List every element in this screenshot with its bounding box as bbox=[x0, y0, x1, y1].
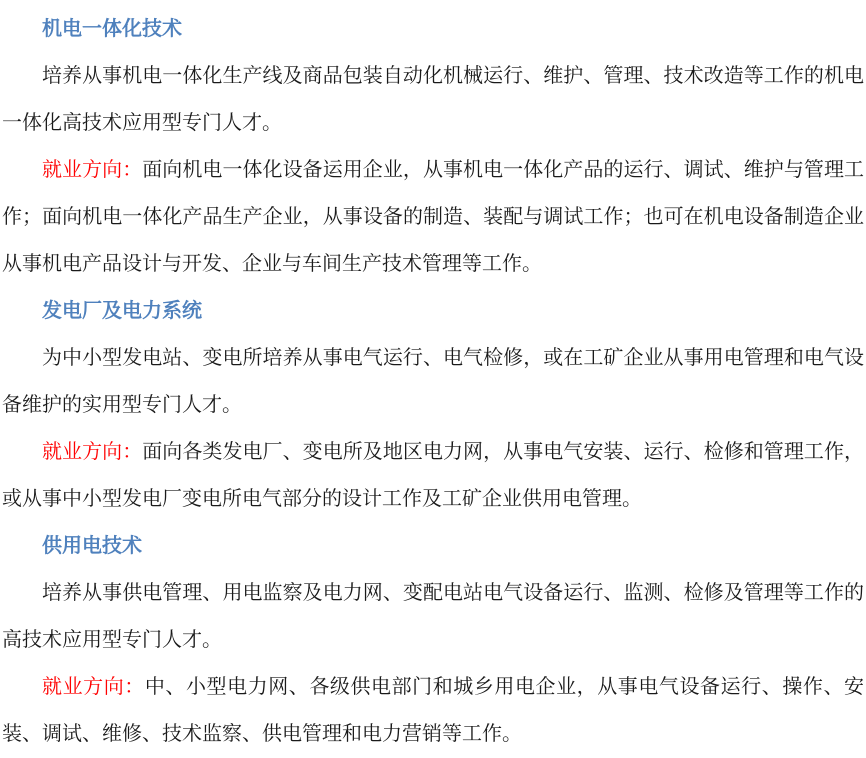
jobs-text: 面向各类发电厂、变电所及地区电力网，从事电气安装、运行、检修和管理工作，或从事中小型发电厂变电所电气部分的设计工作及工矿企业供用电管理。 bbox=[2, 441, 864, 510]
jobs-text: 中、小型电力网、各级供电部门和城乡用电企业，从事电气设备运行、操作、安装、调试、维修、技术监察、供电管理和电力营销等工作。 bbox=[2, 676, 865, 745]
section-title: 机电一体化技术 bbox=[42, 18, 182, 40]
jobs-label: 就业方向： bbox=[42, 676, 145, 698]
section-power-supply bbox=[2, 523, 864, 758]
section-mechatronics bbox=[2, 6, 864, 288]
jobs-paragraph bbox=[2, 147, 864, 288]
section-intro-text: 培养从事供电管理、用电监察及电力网、变配电站电气设备运行、监测、检修及管理等工作的高技术应用型专门人才。 bbox=[2, 582, 864, 651]
document-body bbox=[2, 6, 864, 758]
section-power-plant bbox=[2, 288, 864, 523]
jobs-paragraph bbox=[2, 664, 864, 758]
section-intro-text: 为中小型发电站、变电所培养从事电气运行、电气检修，或在工矿企业从事用电管理和电气设备维护的实用型专门人才。 bbox=[2, 347, 864, 416]
jobs-paragraph bbox=[2, 429, 864, 523]
section-intro-paragraph bbox=[2, 53, 864, 147]
section-title: 发电厂及电力系统 bbox=[42, 300, 202, 322]
section-intro-paragraph bbox=[2, 335, 864, 429]
jobs-text: 面向机电一体化设备运用企业，从事机电一体化产品的运行、调试、维护与管理工作；面向机电一体化产品生产企业，从事设备的制造、装配与调试工作；也可在机电设备制造企业从事机电产品设计与开发、企业与车间生产技术管理等工作。 bbox=[2, 159, 864, 275]
section-intro-paragraph bbox=[2, 570, 864, 664]
section-intro-text: 培养从事机电一体化生产线及商品包装自动化机械运行、维护、管理、技术改造等工作的机电一体化高技术应用型专门人才。 bbox=[2, 65, 864, 134]
jobs-label: 就业方向： bbox=[42, 159, 143, 181]
jobs-label: 就业方向： bbox=[42, 441, 143, 463]
section-title: 供用电技术 bbox=[42, 535, 142, 557]
